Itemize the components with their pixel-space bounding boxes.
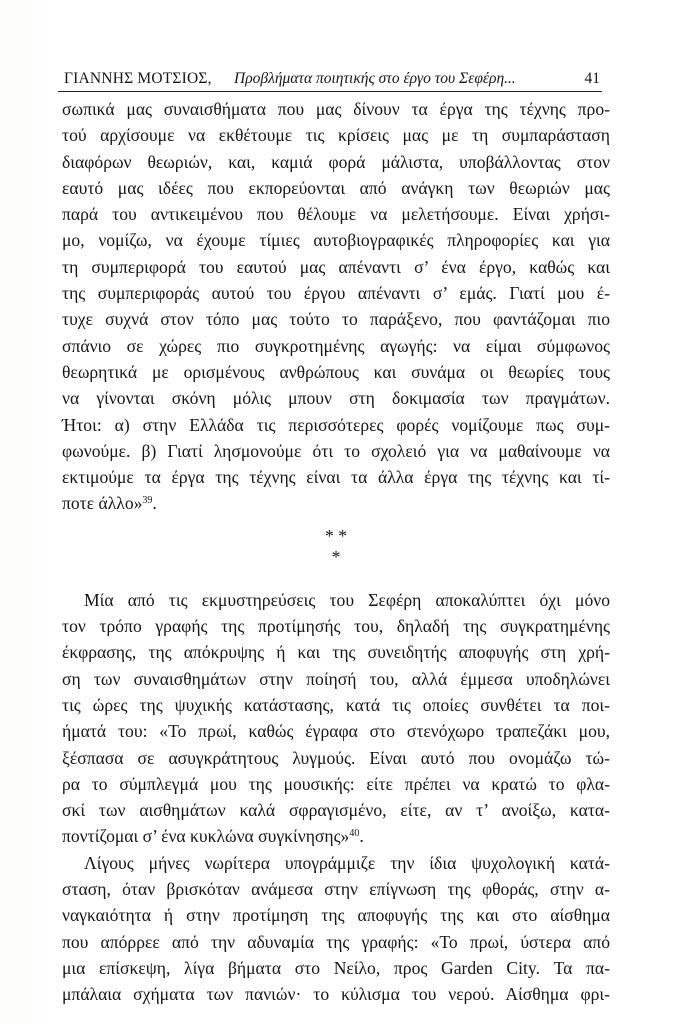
text-line: ναγκαιότητα ή στην προτίμηση της αποφυγής της και στο αίσθημα [62,905,610,926]
text-line: τον τρόπο γραφής της προτίμησής του, δηλαδή της συγκρατημένης [62,616,610,637]
text-line: μια επίσκεψη, λίγα βήματα στο Νείλο, προς Garden City. Τα πα- [62,957,610,978]
text-line: ρα το σύμπλεγμά μου της μουσικής: είτε πρέπει να κρατώ το φλα- [62,773,610,794]
text-line: σκί των αισθημάτων καλά σφραγισμένο, είτε, αν τ’ ανοίξω, κατα- [62,800,610,821]
text-line: Ήτοι: α) στην Ελλάδα τις περισσότερες φορές νομίζουμε πως συμ- [62,414,610,435]
text-line: φωνούμε. β) Γιατί λησμονούμε ότι το σχολειό για να μαθαίνουμε να [62,440,610,461]
text-line: μπάλαια σχήματα των πανιών· το κύλισμα του νερού. Αίσθημα φρι- [62,984,610,1005]
text-line: σωπικά μας συναισθήματα που μας δίνουν τα έργα της τέχνης πρo- [62,99,610,119]
text-line: Λίγους μήνες νωρίτερα υπογράμμιζε την ίδια ψυχολογική κατά- [84,852,610,873]
section-separator-bottom: * [331,546,341,567]
text-line-last [62,823,610,849]
text-line-last [62,490,610,516]
text-line: εκτιμούμε τα έργα της τέχνης είναι τα άλλα έργα της τέχνης και τί- [62,467,610,488]
text-line: τυχε συχνά στον τόπο μας τούτο το παράξενο, που φαντάζομαι πιο [62,309,610,330]
running-head [64,69,600,89]
text-line: παρά του αντικειμένου που θέλουμε να μελετήσουμε. Είναι χρήσι- [62,204,610,225]
paragraph-2 [62,587,610,850]
text-line: θεωρητικά με ορισμένους ανθρώπους και συνάμα οι θεωρίες τους [62,361,610,382]
line-text: ποτε άλλο» [62,493,143,514]
body-text [62,96,610,1008]
footnote-ref-40: 40 [349,828,360,840]
text-line: ση των συναισθημάτων στην ποίησή του, αλλά έμμεσα υποδηλώνει [62,668,610,689]
text-line: Μία από τις εκμυστηρεύσεις του Σεφέρη αποκαλύπτει όχι μόνο [84,589,610,610]
running-head-author: ΓΙΑΝΝΗΣ ΜΟΤΣΙΟΣ, [64,70,212,87]
text-line: ξέσπασα σε ασυγκράτητους λυγμούς. Είναι αυτό που ονομάζω τώ- [62,747,610,768]
text-line: μο, νομίζω, να έχουμε τίμιες αυτοβιογραφικές πληροφορίες και για [62,230,610,251]
text-line: της συμπεριφοράς αυτού του έργου απέναντι σ’ εμάς. Γιατί μου έ- [62,283,610,304]
text-line: σπάνιο σε χώρες πιο συγκροτημένης αγωγής: να είμαι σύμφωνος [62,335,610,356]
text-line: τού αρχίσουμε να εκθέτουμε τις κρίσεις μας με τη συμπαράσταση [62,125,610,146]
text-line: τη συμπεριφορά του εαυτού μας απέναντι σ’ ένα έργο, καθώς και [62,256,610,277]
section-separator-top: * * [325,525,347,546]
text-line: που απόρρεε από την αδυναμία της γραφής: «Το πρωί, ύστερα από [62,931,610,952]
text-line: έκφρασης, της απόκρυψης ή και της συνειδητής αποφυγής στη χρή- [62,642,610,663]
text-line: διαφόρων θεωριών, και, καμιά φορά μάλιστα, υποβάλλοντας στον [62,151,610,172]
line-end: . [359,826,364,847]
text-line: σταση, όταν βρισκόταν ανάμεσα στην επίγνωση της φθοράς, στην α- [62,879,610,900]
line-end: . [152,493,157,514]
header-rule [58,91,602,92]
running-head-title: Προβλήματα ποιητικής στο έργο του Σεφέρη... [234,70,516,87]
text-line: τις ώρες της ψυχικής κατάστασης, κατά τις οποίες συνθέτει τα ποι- [62,694,610,715]
text-line: εαυτό μας ιδέες που εκπορεύονται από ανάγκη των θεωριών μας [62,177,610,198]
text-line: να γίνονται σκόνη μόλις μπουν στη δοκιμασία των πραγμάτων. [62,388,610,409]
page-number: 41 [584,70,600,87]
text-line: ήματά του: «Το πρωί, καθώς έγραφα στο στενόχωρο τραπεζάκι μου, [62,721,610,742]
paragraph-3 [62,850,610,1008]
footnote-ref-39: 39 [142,495,153,507]
line-text: ποντίζομαι σ’ ένα κυκλώνα συγκίνησης» [62,826,350,847]
paragraph-1 [62,96,610,517]
